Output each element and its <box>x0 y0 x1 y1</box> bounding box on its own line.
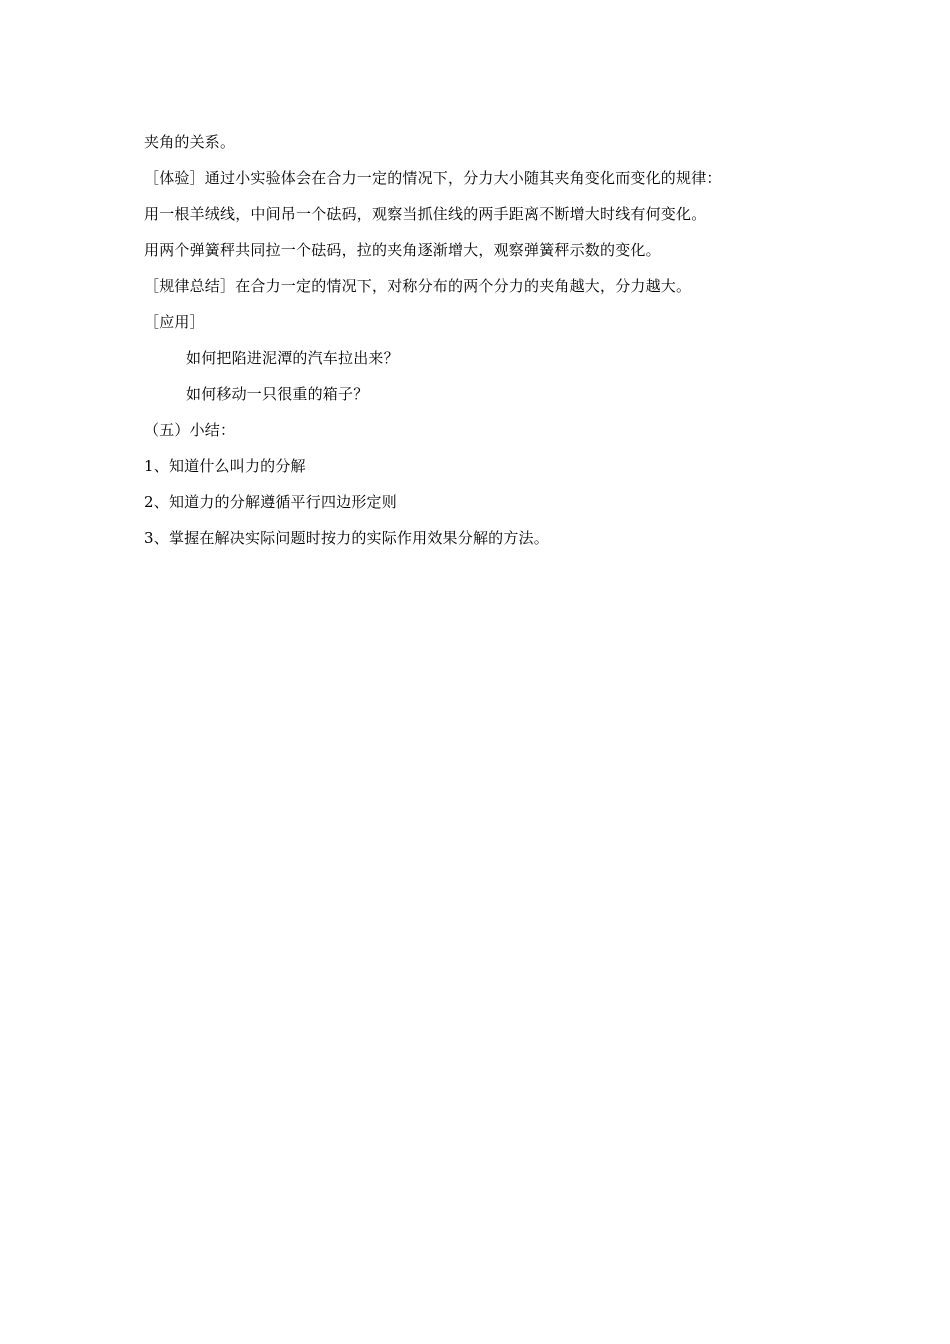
application-question-1: 如何把陷进泥潭的汽车拉出来？ <box>186 349 399 367</box>
application-question-2: 如何移动一只很重的箱子？ <box>186 385 369 403</box>
text-line-experience: ［体验］通过小实验体会在合力一定的情况下，分力大小随其夹角变化而变化的规律： <box>144 169 722 187</box>
summary-item-3: 3、掌握在解决实际问题时按力的实际作用效果分解的方法。 <box>144 529 549 547</box>
text-line-experiment-1: 用一根羊绒线，中间吊一个砝码，观察当抓住线的两手距离不断增大时线有何变化。 <box>144 205 707 223</box>
summary-item-2: 2、知道力的分解遵循平行四边形定则 <box>144 493 397 511</box>
section-heading-application: ［应用］ <box>144 313 205 331</box>
section-heading-summary: （五）小结： <box>144 421 236 439</box>
text-line-rule-summary: ［规律总结］在合力一定的情况下，对称分布的两个分力的夹角越大，分力越大。 <box>144 277 692 295</box>
text-line-experiment-2: 用两个弹簧秤共同拉一个砝码，拉的夹角逐渐增大，观察弹簧秤示数的变化。 <box>144 241 661 259</box>
document-body <box>144 124 804 556</box>
text-line-continuation: 夹角的关系。 <box>144 133 236 151</box>
summary-item-1: 1、知道什么叫力的分解 <box>144 457 306 475</box>
